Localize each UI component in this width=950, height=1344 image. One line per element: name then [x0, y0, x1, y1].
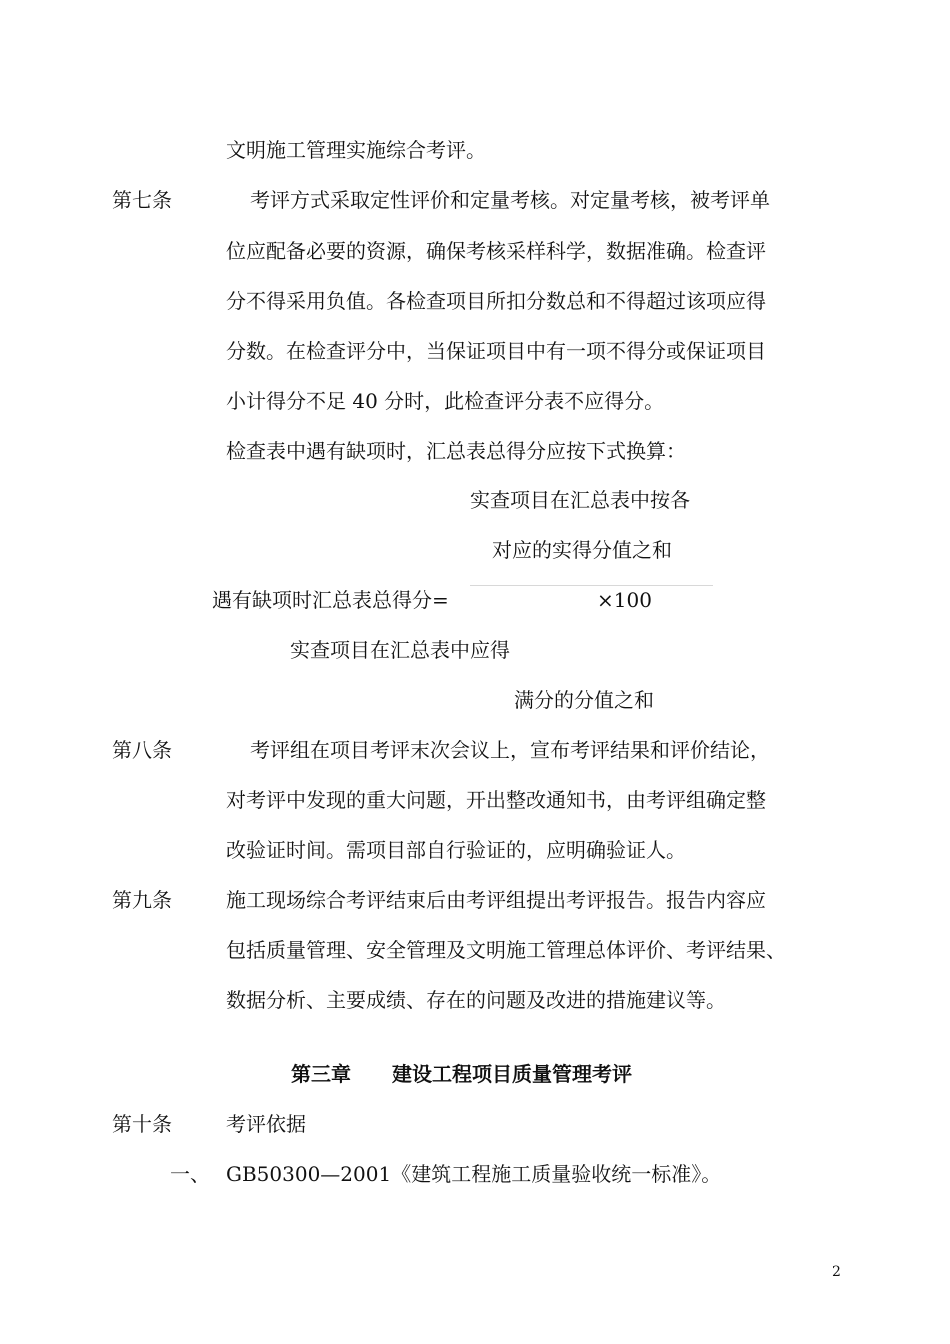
text-line: 检查表中遇有缺项时，汇总表总得分应按下式换算：: [226, 439, 686, 463]
text-line: 考评依据: [226, 1112, 306, 1136]
text-line: 位应配备必要的资源，确保考核采样科学，数据准确。检查评: [226, 239, 766, 263]
chapter-title: 建设工程项目质量管理考评: [392, 1062, 632, 1086]
chapter-number: 第三章: [291, 1062, 351, 1086]
text-line: 分数。在检查评分中，当保证项目中有一项不得分或保证项目: [226, 339, 766, 363]
formula-denominator-line-2: 满分的分值之和: [514, 688, 654, 712]
formula-left-side: 遇有缺项时汇总表总得分=: [212, 588, 449, 612]
text-line: 数据分析、主要成绩、存在的问题及改进的措施建议等。: [226, 988, 726, 1012]
formula-numerator-line-1: 实查项目在汇总表中按各: [470, 488, 690, 512]
list-item-text: GB50300—2001《建筑工程施工质量验收统一标准》。: [226, 1162, 722, 1186]
formula-multiplier: ×100: [597, 588, 652, 612]
text-line: 分不得采用负值。各检查项目所扣分数总和不得超过该项应得: [226, 289, 766, 313]
article-7-label: 第七条: [112, 188, 172, 212]
article-8-label: 第八条: [112, 738, 172, 762]
text-line: 文明施工管理实施综合考评。: [226, 138, 486, 162]
text-line: 包括质量管理、安全管理及文明施工管理总体评价、考评结果、: [226, 938, 786, 962]
formula-denominator-line-1: 实查项目在汇总表中应得: [290, 638, 510, 662]
text-line: 考评方式采取定性评价和定量考核。对定量考核，被考评单: [250, 188, 770, 212]
article-10-label: 第十条: [112, 1112, 172, 1136]
text-line: 对考评中发现的重大问题，开出整改通知书，由考评组确定整: [226, 788, 766, 812]
page-number: 2: [832, 1264, 841, 1280]
article-9-label: 第九条: [112, 888, 172, 912]
text-line: 考评组在项目考评末次会议上，宣布考评结果和评价结论，: [250, 738, 770, 762]
text-line: 改验证时间。需项目部自行验证的，应明确验证人。: [226, 838, 686, 862]
list-item-number: 一、: [170, 1162, 210, 1186]
text-line: 小计得分不足 40 分时，此检查评分表不应得分。: [226, 389, 665, 413]
fraction-bar: [470, 585, 713, 586]
formula-numerator-line-2: 对应的实得分值之和: [492, 538, 672, 562]
text-line: 施工现场综合考评结束后由考评组提出考评报告。报告内容应: [226, 888, 766, 912]
